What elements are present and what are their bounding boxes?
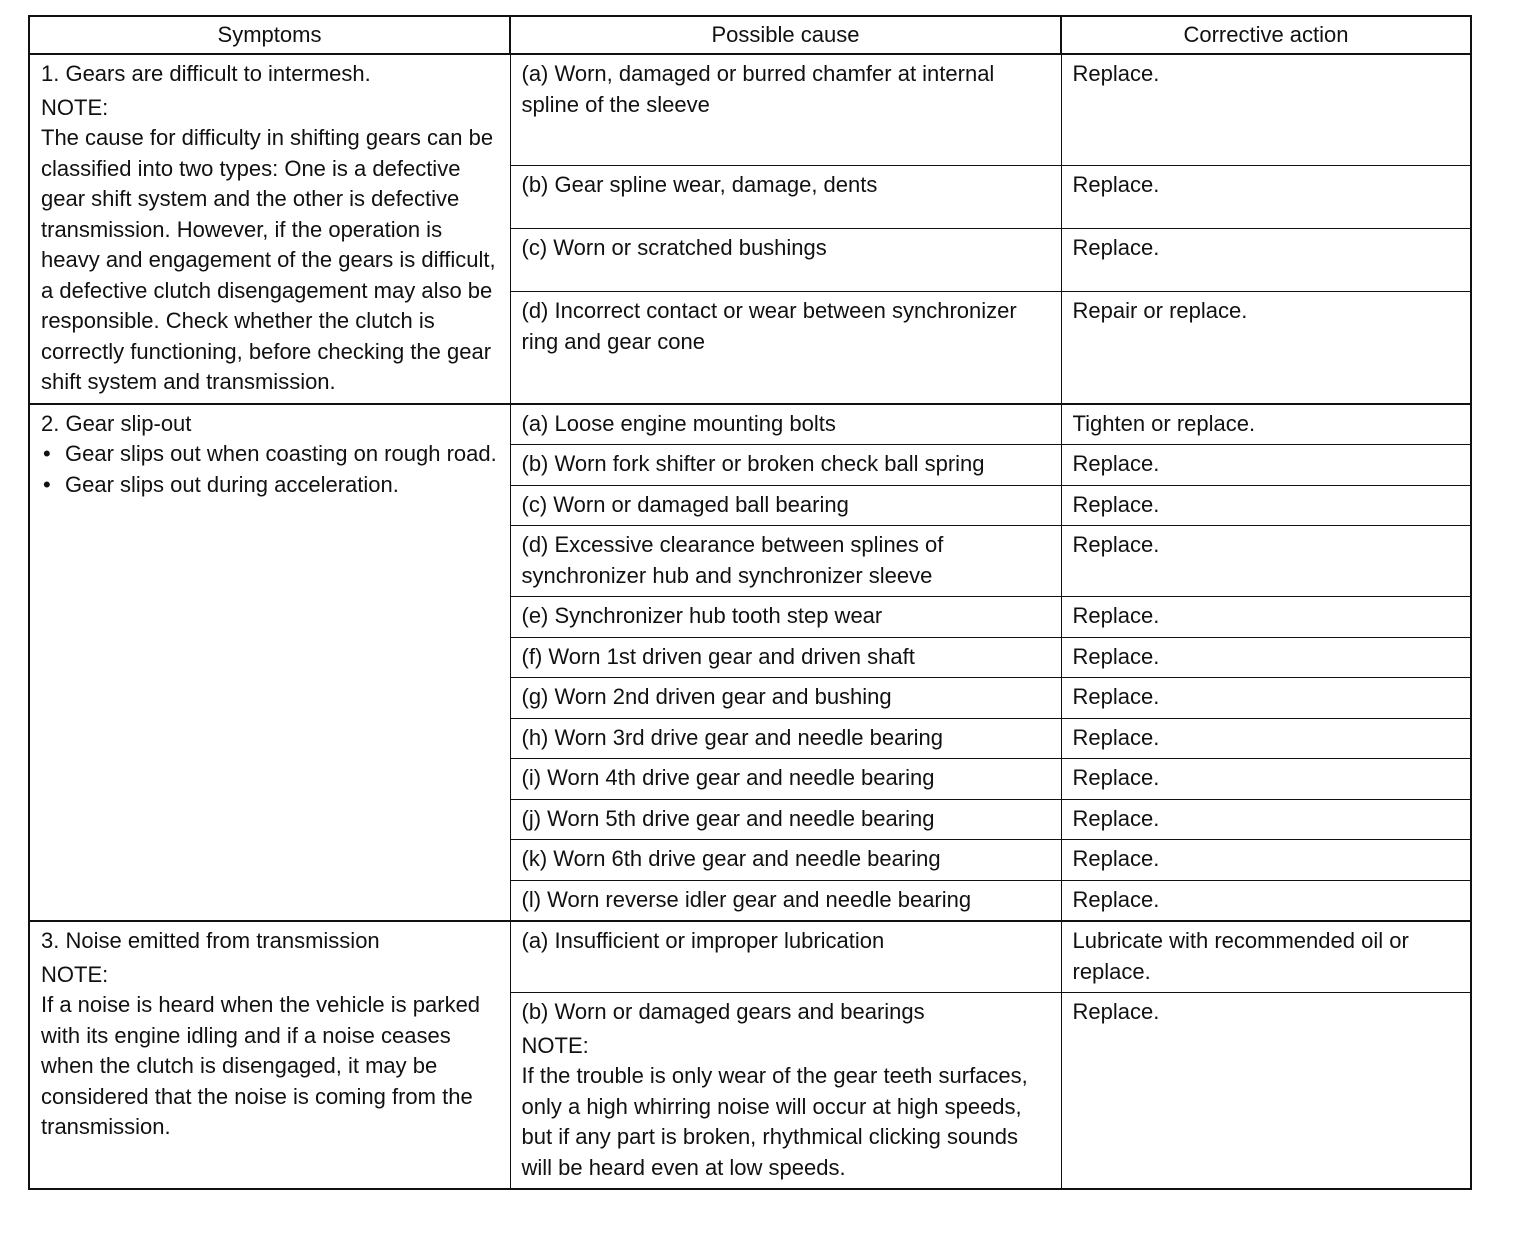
action-text: Repair or replace. (1072, 298, 1248, 324)
action-text: Replace. (1072, 886, 1160, 912)
cause-text: (g) Worn 2nd driven gear and bushing (521, 684, 892, 709)
header-corrective-action: Corrective action (1061, 16, 1471, 54)
cause-text: (a) Loose engine mounting bolts (521, 410, 836, 436)
symptom-title: 2. Gear slip-out (41, 410, 192, 436)
cause-note-label: NOTE: (521, 1032, 589, 1058)
cause-cell (510, 166, 1061, 229)
table-row (29, 54, 1471, 166)
action-cell (1061, 597, 1471, 638)
action-cell (1061, 166, 1471, 229)
action-cell (1061, 840, 1471, 881)
symptom-bullet: • Gear slips out when coasting on rough road. (41, 439, 500, 470)
note-text: If a noise is heard when the vehicle is parked with its engine idling and if a noise ceases when the clutch is disengaged, it may be considered that the noise is coming from the transmission. (41, 992, 481, 1139)
troubleshooting-table (28, 15, 1472, 1190)
header-symptoms: Symptoms (29, 16, 510, 54)
cause-text: (c) Worn or damaged ball bearing (521, 491, 849, 517)
action-text: Replace. (1072, 491, 1160, 517)
cause-cell (510, 880, 1061, 921)
cause-text: (c) Worn or scratched bushings (521, 235, 827, 261)
cause-cell (510, 485, 1061, 526)
cause-text: (i) Worn 4th drive gear and needle bearing (521, 765, 935, 790)
action-text: Replace. (1072, 846, 1160, 871)
cause-cell (510, 718, 1061, 759)
cause-cell (510, 921, 1061, 993)
symptom-title: 1. Gears are difficult to intermesh. (41, 61, 371, 86)
table-row (29, 404, 1471, 445)
action-cell (1061, 404, 1471, 445)
cause-cell (510, 292, 1061, 404)
cause-text: (d) Excessive clearance between splines of synchronizer hub and synchronizer sleeve (521, 532, 944, 588)
header-row (29, 16, 1471, 54)
cause-text: (e) Synchronizer hub tooth step wear (521, 603, 883, 628)
symptom-group (29, 921, 1471, 1189)
table-header (29, 16, 1471, 54)
action-text: Lubricate with recommended oil or replace. (1072, 928, 1409, 984)
cause-text: (a) Insufficient or improper lubrication (521, 928, 885, 953)
action-cell (1061, 993, 1471, 1190)
cause-text: (a) Worn, damaged or burred chamfer at internal spline of the sleeve (521, 61, 995, 117)
action-text: Replace. (1072, 999, 1160, 1024)
cause-cell (510, 526, 1061, 597)
action-cell (1061, 759, 1471, 800)
cause-cell (510, 799, 1061, 840)
action-text: Tighten or replace. (1072, 410, 1256, 436)
action-text: Replace. (1072, 451, 1160, 476)
action-cell (1061, 880, 1471, 921)
header-possible-cause: Possible cause (510, 16, 1061, 54)
cause-text: (b) Gear spline wear, damage, dents (521, 172, 878, 198)
action-text: Replace. (1072, 684, 1160, 709)
action-text: Replace. (1072, 603, 1160, 628)
action-text: Replace. (1072, 643, 1160, 669)
cause-text: (h) Worn 3rd drive gear and needle bearing (521, 724, 944, 750)
action-cell (1061, 718, 1471, 759)
cause-text: (b) Worn or damaged gears and bearings (521, 999, 925, 1024)
cause-text: (b) Worn fork shifter or broken check ball spring (521, 451, 985, 476)
action-cell (1061, 445, 1471, 486)
symptom-bullet: • Gear slips out during acceleration. (41, 470, 500, 501)
cause-cell (510, 229, 1061, 292)
action-text: Replace. (1072, 724, 1160, 750)
cause-cell (510, 445, 1061, 486)
cause-cell (510, 637, 1061, 678)
note-text: The cause for difficulty in shifting gears can be classified into two types: One is a defective gear shift system and the other is defective transmission. However, if the operation is heavy and engagement of the gears is difficult, a defective clutch disengagement may also be responsible. Check whether the clutch is correctly functioning, before checking the gear shift system and transmission. (41, 125, 496, 394)
symptom-group (29, 404, 1471, 922)
cause-cell (510, 678, 1061, 719)
cause-cell (510, 759, 1061, 800)
cause-cell (510, 840, 1061, 881)
symptom-title: 3. Noise emitted from transmission (41, 928, 380, 953)
note-label: NOTE: (41, 94, 109, 120)
action-text: Replace. (1072, 765, 1160, 790)
action-text: Replace. (1072, 532, 1160, 557)
action-cell (1061, 229, 1471, 292)
action-cell (1061, 485, 1471, 526)
table-row (29, 921, 1471, 993)
action-cell (1061, 54, 1471, 166)
action-cell (1061, 526, 1471, 597)
cause-text: (f) Worn 1st driven gear and driven shaft (521, 643, 915, 669)
cause-text: (j) Worn 5th drive gear and needle bearing (521, 805, 935, 831)
cause-cell (510, 54, 1061, 166)
symptom-cell (29, 54, 510, 404)
cause-cell (510, 597, 1061, 638)
cause-text: (k) Worn 6th drive gear and needle bearing (521, 846, 941, 871)
action-cell (1061, 292, 1471, 404)
action-cell (1061, 678, 1471, 719)
cause-text: (d) Incorrect contact or wear between synchronizer ring and gear cone (521, 298, 1017, 354)
cause-text: (l) Worn reverse idler gear and needle bearing (521, 886, 972, 912)
cause-cell (510, 404, 1061, 445)
action-text: Replace. (1072, 235, 1160, 261)
symptom-cell (29, 921, 510, 1189)
action-cell (1061, 799, 1471, 840)
note-label: NOTE: (41, 961, 109, 987)
action-text: Replace. (1072, 172, 1160, 198)
symptom-bullet-list (41, 439, 500, 500)
cause-note-text: If the trouble is only wear of the gear teeth surfaces, only a high whirring noise will occur at high speeds, but if any part is broken, rhythmical clicking sounds will be heard even at low speeds. (521, 1063, 1028, 1180)
action-text: Replace. (1072, 61, 1160, 86)
action-cell (1061, 921, 1471, 993)
action-cell (1061, 637, 1471, 678)
symptom-group (29, 54, 1471, 404)
symptom-cell (29, 404, 510, 922)
action-text: Replace. (1072, 805, 1160, 831)
cause-cell (510, 993, 1061, 1190)
